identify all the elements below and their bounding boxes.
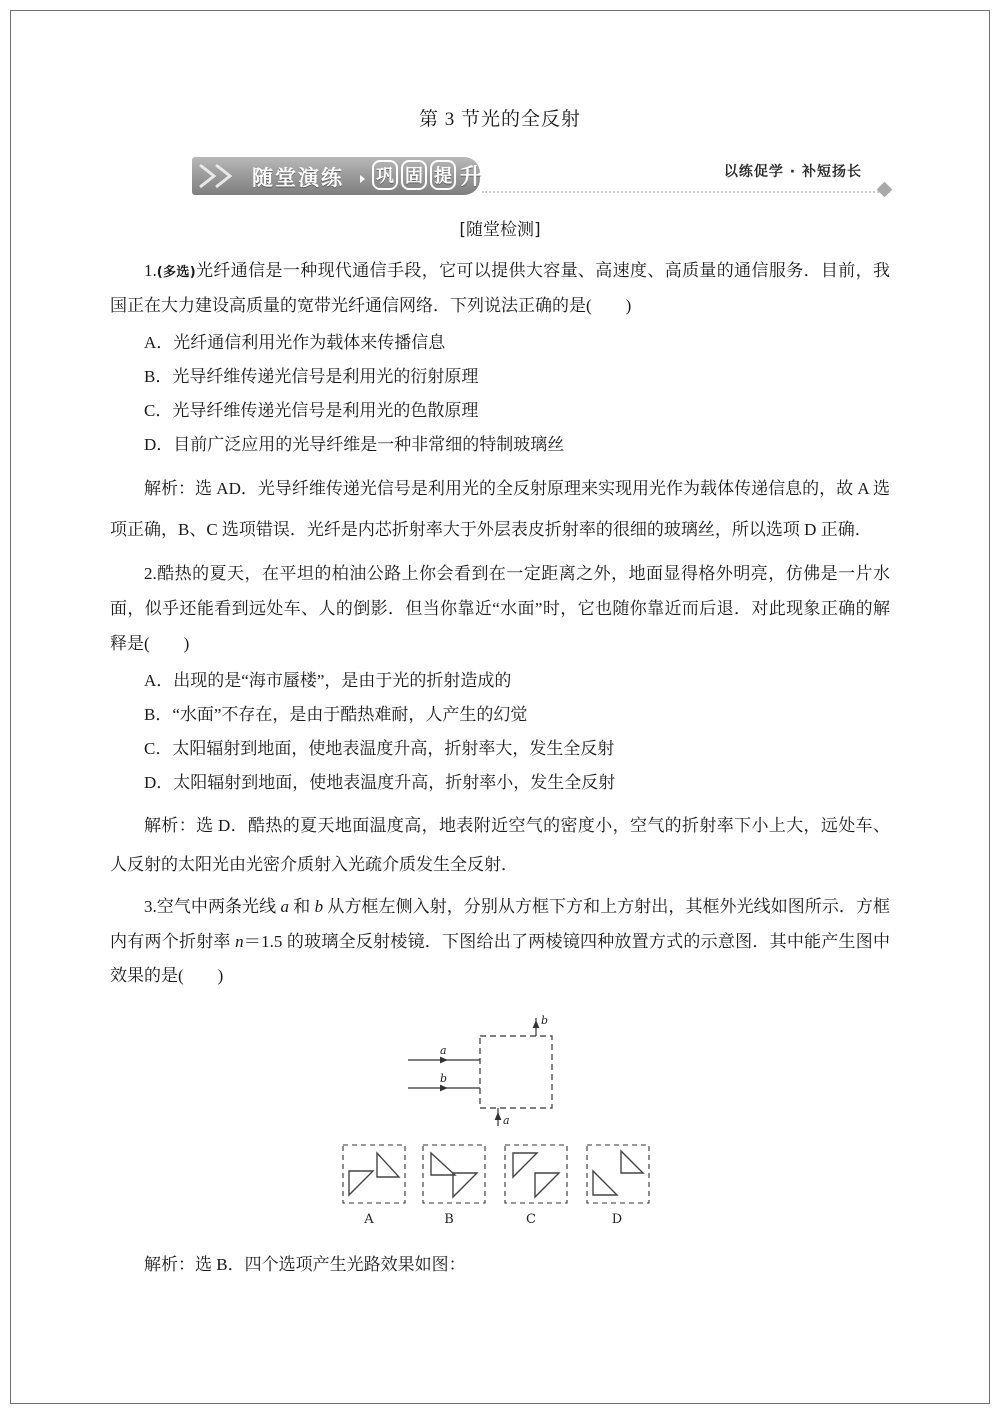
ray-box-diagram: [400, 1008, 600, 1133]
question-3: [110, 890, 890, 1282]
page-title: 第 3 节光的全反射: [418, 109, 581, 130]
ray-b-outgoing-label: b: [541, 1014, 549, 1028]
option-d-label: D: [611, 1212, 623, 1228]
option-a-prism-upper: [377, 1153, 399, 1177]
question-2-text: 酷热的夏天，在平坦的柏油公路上你会看到在一定距离之外，地面显得格外明亮，仿佛是一片水面，似乎还能看到远处车、人的倒影．但当你靠近“水面”时，它也随你靠近而后退．对此现象正确的解释是( ): [110, 563, 890, 653]
option-b-diagram: [423, 1145, 485, 1227]
question-2: [110, 557, 890, 884]
question-3-var-n: n: [235, 931, 244, 951]
option-c-prism-upper: [513, 1153, 537, 1177]
option-b-prism-lower: [453, 1173, 477, 1197]
banner-motto: 以练促学 · 补短扬长: [723, 164, 862, 180]
option-d-prism-lower: [593, 1171, 617, 1195]
question-2-stem: [110, 557, 890, 662]
question-3-mid1: 和: [288, 896, 315, 916]
banner-char-3: 升: [459, 164, 482, 190]
option-b-prism-upper: [431, 1153, 455, 1175]
banner-dotted-rule: [482, 191, 890, 193]
banner-title: 随堂演练: [252, 166, 344, 190]
option-c-prism-lower: [535, 1173, 559, 1197]
question-3-var-a: a: [280, 896, 289, 916]
question-1: [110, 254, 890, 551]
question-1-number: 1.: [144, 261, 157, 280]
ray-a-outgoing-label: a: [503, 1114, 510, 1128]
question-2-option-d: D．太阳辐射到地面，使地表温度升高，折射率小，发生全反射: [144, 772, 616, 792]
ray-b-incoming-label: b: [440, 1072, 448, 1086]
question-3-var-b: b: [314, 896, 324, 916]
figure-options-wrapper: [110, 1139, 890, 1239]
ray-a-out-arrowhead: [495, 1112, 502, 1120]
option-a-diagram: [343, 1145, 405, 1227]
banner-char-2: 提: [430, 160, 456, 190]
banner-separator-icon: [360, 175, 365, 183]
ray-b-out-arrowhead: [533, 1020, 540, 1028]
question-3-stem: [110, 890, 890, 995]
ray-a-incoming-label: a: [440, 1044, 447, 1058]
double-chevron-icon: [198, 163, 244, 189]
page-content: [110, 104, 890, 1282]
option-b-label: B: [444, 1212, 454, 1228]
question-3-explanation: 解析：选 B．四个选项产生光路效果如图：: [144, 1255, 466, 1275]
question-2-option-b: B．“水面”不存在，是由于酷热难耐，人产生的幻觉: [144, 704, 528, 724]
figure-main-wrapper: [110, 1008, 890, 1133]
question-1-explanation: 解析：选 AD．光导纤维传递光信号是利用光的全反射原理来实现用光作为载体传递信息的，故 A 选项正确，B、C 选项错误．光纤是内芯折射率大于外层表皮折射率的很细的玻璃丝，所以选项 D 正确．: [110, 478, 890, 540]
ray-a-arrowhead: [440, 1057, 448, 1064]
banner-char-1: 固: [401, 160, 427, 190]
diamond-icon: [877, 182, 893, 198]
dashed-box: [480, 1036, 552, 1108]
question-3-tail: 的玻璃全反射棱镜．下图给出了两棱镜四种放置方式的示意图．其中能产生图中效果的是( ): [110, 931, 891, 986]
option-a-label: A: [364, 1212, 374, 1228]
question-1-tag: (多选): [156, 265, 196, 280]
question-3-mid2: 从方框左侧入射，分别从方框下方和上方射出，其框外光线如图所示．方框内有两个折射率: [110, 896, 891, 951]
question-3-lead: 空气中两条光线: [156, 896, 281, 916]
option-a-prism-lower: [349, 1171, 373, 1195]
question-1-option-b: B．光导纤维传递光信号是利用光的衍射原理: [144, 366, 479, 386]
option-c-diagram: [505, 1145, 567, 1227]
option-d-diagram: [587, 1145, 649, 1227]
question-1-option-a: A．光纤通信利用光作为载体来传播信息: [144, 332, 446, 352]
option-c-label: C: [526, 1212, 536, 1228]
question-2-explanation: 解析：选 D．酷热的夏天地面温度高，地表附近空气的密度小，空气的折射率下小上大，远处车、人反射的太阳光由光密介质射入光疏介质发生全反射．: [110, 815, 890, 874]
prism-option-diagrams: [335, 1139, 665, 1239]
section-banner: [110, 153, 890, 201]
question-3-number: 3.: [144, 896, 157, 916]
banner-char-0: 巩: [372, 160, 398, 190]
section-heading: [随堂检测]: [459, 220, 541, 240]
option-d-prism-upper: [621, 1151, 643, 1173]
question-1-stem: [110, 254, 890, 324]
question-3-n-value: ＝1.5: [243, 931, 283, 951]
question-2-option-a: A．出现的是“海市蜃楼”，是由于光的折射造成的: [144, 670, 512, 690]
question-1-option-c: C．光导纤维传递光信号是利用光的色散原理: [144, 400, 479, 420]
banner-boxed-chars: [372, 160, 483, 190]
question-1-option-d: D．目前广泛应用的光导纤维是一种非常细的特制玻璃丝: [144, 434, 565, 454]
question-2-option-c: C．太阳辐射到地面，使地表温度升高，折射率大，发生全反射: [144, 738, 615, 758]
question-1-text: 光纤通信是一种现代通信手段，它可以提供大容量、高速度、高质量的通信服务．目前，我国正在大力建设高质量的宽带光纤通信网络．下列说法正确的是( ): [110, 261, 891, 315]
question-2-number: 2.: [144, 563, 157, 583]
ray-b-arrowhead: [440, 1085, 448, 1092]
